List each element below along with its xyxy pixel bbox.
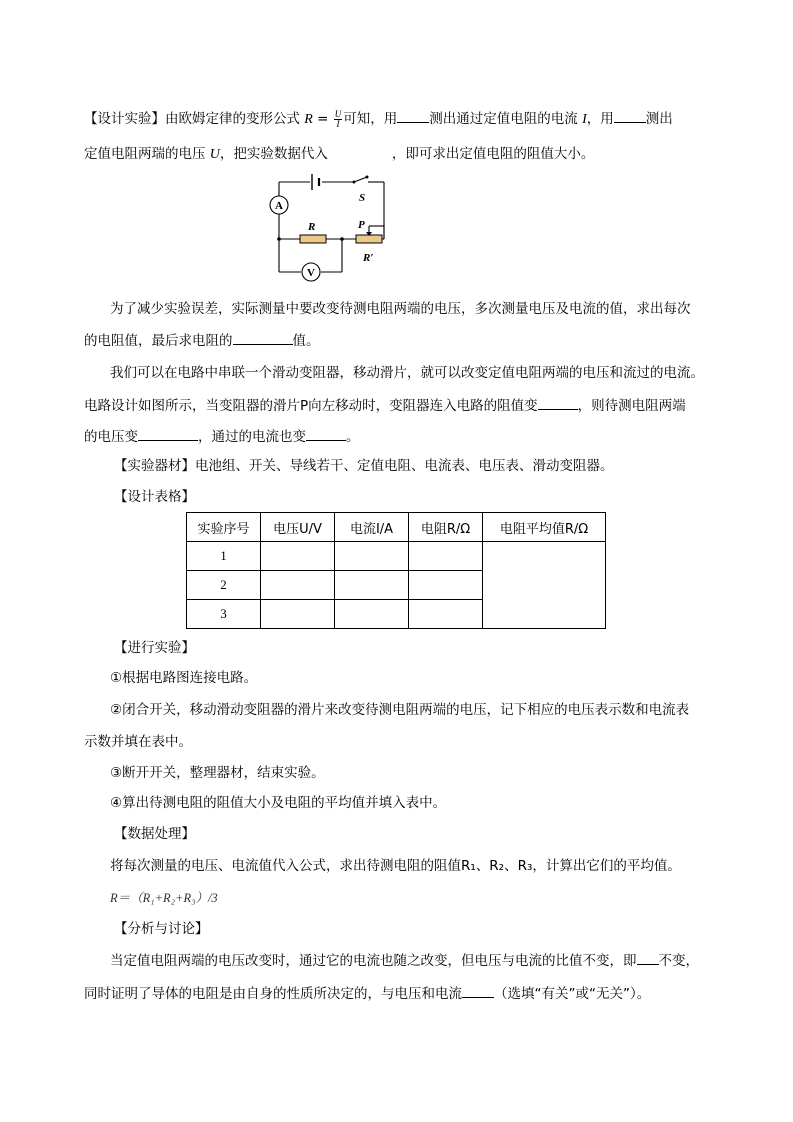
table-heading: 【设计表格】 <box>114 489 195 505</box>
formula-denominator: I <box>336 118 340 129</box>
blank-average[interactable] <box>233 330 293 345</box>
rheostat-label: R′ <box>363 252 374 264</box>
cell-current-3[interactable] <box>335 600 409 629</box>
formula-eq: = <box>317 111 329 127</box>
rheostat-shape <box>356 235 382 243</box>
cell-resistance-1[interactable] <box>409 542 483 571</box>
var-u: U <box>209 147 220 162</box>
para2-line3c: 。 <box>346 429 360 445</box>
analysis-line1b: 不变， <box>658 953 699 969</box>
data-processing-text: 将每次测量的电压、电流值代入公式，求出待测电阻的阻值R₁、R₂、R₃，计算出它们的平均值。 <box>110 858 681 874</box>
header-trial: 实验序号 <box>187 513 261 542</box>
analysis-line2b: （选填“有关”或“无关”）。 <box>494 986 651 1002</box>
design-mid-2: 测出 <box>645 111 673 127</box>
blank-instrument-current[interactable] <box>397 108 429 123</box>
para2-line-1: 我们可以在电路中串联一个滑动变阻器，移动滑片，就可以改变定值电阻两端的电压和流过的电流。 <box>110 365 704 381</box>
design-after-formula: 可知，用 <box>343 111 398 127</box>
design-line-2 <box>84 144 716 165</box>
blank-current-change[interactable] <box>306 426 346 441</box>
design-line2b: ，把实验数据代入 <box>219 146 328 162</box>
procedure-step-1: ①根据电路图连接电路。 <box>110 670 258 686</box>
para2-line2b: ，则待测电阻两端 <box>577 398 686 414</box>
var-i: I <box>582 112 587 127</box>
header-current: 电流I/A <box>335 513 409 542</box>
para2-line3b: ，通过的电流也变 <box>198 429 306 445</box>
ammeter-label: A <box>275 200 283 212</box>
procedure-step-3: ③断开开关，整理器材，结束实验。 <box>110 765 325 781</box>
para1-line2b: 值。 <box>292 333 320 349</box>
slider-label: P <box>358 219 365 231</box>
design-line2a: 定值电阻两瑞的电压 <box>84 146 206 162</box>
table-header-row <box>187 513 606 542</box>
circuit-diagram <box>262 170 398 288</box>
para1-line2a: 的电阻值，最后求电阻的 <box>84 333 233 349</box>
design-intro: 由欧姆定律的变形公式 <box>165 111 300 127</box>
procedure-step-4: ④算出待测电阻的阻值大小及电阻的平均值并填入表中。 <box>110 795 447 811</box>
equipment-line: 【实验器材】电池组、开关、导线若干、定值电阻、电流表、电压表、滑动变阻器。 <box>114 458 614 474</box>
data-processing-heading: 【数据处理】 <box>114 826 195 842</box>
analysis-heading: 【分析与讨论】 <box>114 921 209 937</box>
design-line2c: ，即可求出定值电阻的阻值大小。 <box>391 146 595 162</box>
blank-ratio[interactable] <box>637 950 659 965</box>
resistor-label: R <box>308 221 316 233</box>
table-row <box>187 542 606 571</box>
blank-instrument-voltage[interactable] <box>614 108 646 123</box>
average-formula: R＝（R₁+R₂+R₃）/3 <box>110 891 218 905</box>
design-line-1 <box>84 108 716 130</box>
blank-related[interactable] <box>462 983 494 998</box>
header-voltage: 电压U/V <box>261 513 335 542</box>
para2-line-2 <box>84 395 716 416</box>
design-use-2: ，用 <box>586 111 614 127</box>
para2-line2a: 电路设计如图所示，当变阻器的滑片P向左移动时，变阻器连入电路的阻值变 <box>84 398 538 414</box>
header-average: 电阻平均值R/Ω <box>483 513 606 542</box>
blank-resistance-change[interactable] <box>538 395 578 410</box>
cell-current-1[interactable] <box>335 542 409 571</box>
data-table <box>186 512 606 629</box>
blank-voltage-change[interactable] <box>138 426 198 441</box>
design-heading: 【设计实验】 <box>84 111 165 127</box>
para2-line-3 <box>84 426 716 447</box>
cell-resistance-3[interactable] <box>409 600 483 629</box>
formula-numerator: U <box>334 108 342 119</box>
procedure-heading: 【进行实验】 <box>114 640 195 656</box>
cell-resistance-2[interactable] <box>409 571 483 600</box>
para1-line-1: 为了减少实验误差，实际测量中要改变待测电阻两端的电压，多次测量电压及电流的值，求出每次 <box>110 301 691 317</box>
analysis-line1a: 当定值电阻两端的电压改变时，通过它的电流也随之改变，但电压与电流的比值不变，即 <box>110 953 637 969</box>
para1-line-2 <box>84 330 716 351</box>
voltmeter-label: V <box>307 267 315 279</box>
formula-r: R <box>304 112 313 127</box>
row-3-index: 3 <box>187 600 261 629</box>
analysis-line-2 <box>84 983 716 1004</box>
header-resistance: 电阻R/Ω <box>409 513 483 542</box>
procedure-step-2b: 示数并填在表中。 <box>84 734 192 750</box>
design-mid-1: 测出通过定值电阻的电流 <box>429 111 578 127</box>
cell-voltage-1[interactable] <box>261 542 335 571</box>
formula-fraction <box>334 110 343 129</box>
analysis-line2a: 同时证明了导体的电阻是由自身的性质所决定的，与电压和电流 <box>84 986 462 1002</box>
para2-line3a: 的电压变 <box>84 429 138 445</box>
procedure-step-2a: ②闭合开关，移动滑动变阻器的滑片来改变待测电阻两端的电压，记下相应的电压表示数和电流表 <box>110 702 690 718</box>
row-2-index: 2 <box>187 571 261 600</box>
cell-average[interactable] <box>483 542 606 629</box>
cell-voltage-2[interactable] <box>261 571 335 600</box>
switch-label: S <box>359 192 366 204</box>
cell-current-2[interactable] <box>335 571 409 600</box>
resistor-r-shape <box>300 235 326 243</box>
cell-voltage-3[interactable] <box>261 600 335 629</box>
analysis-line-1 <box>110 950 742 971</box>
row-1-index: 1 <box>187 542 261 571</box>
